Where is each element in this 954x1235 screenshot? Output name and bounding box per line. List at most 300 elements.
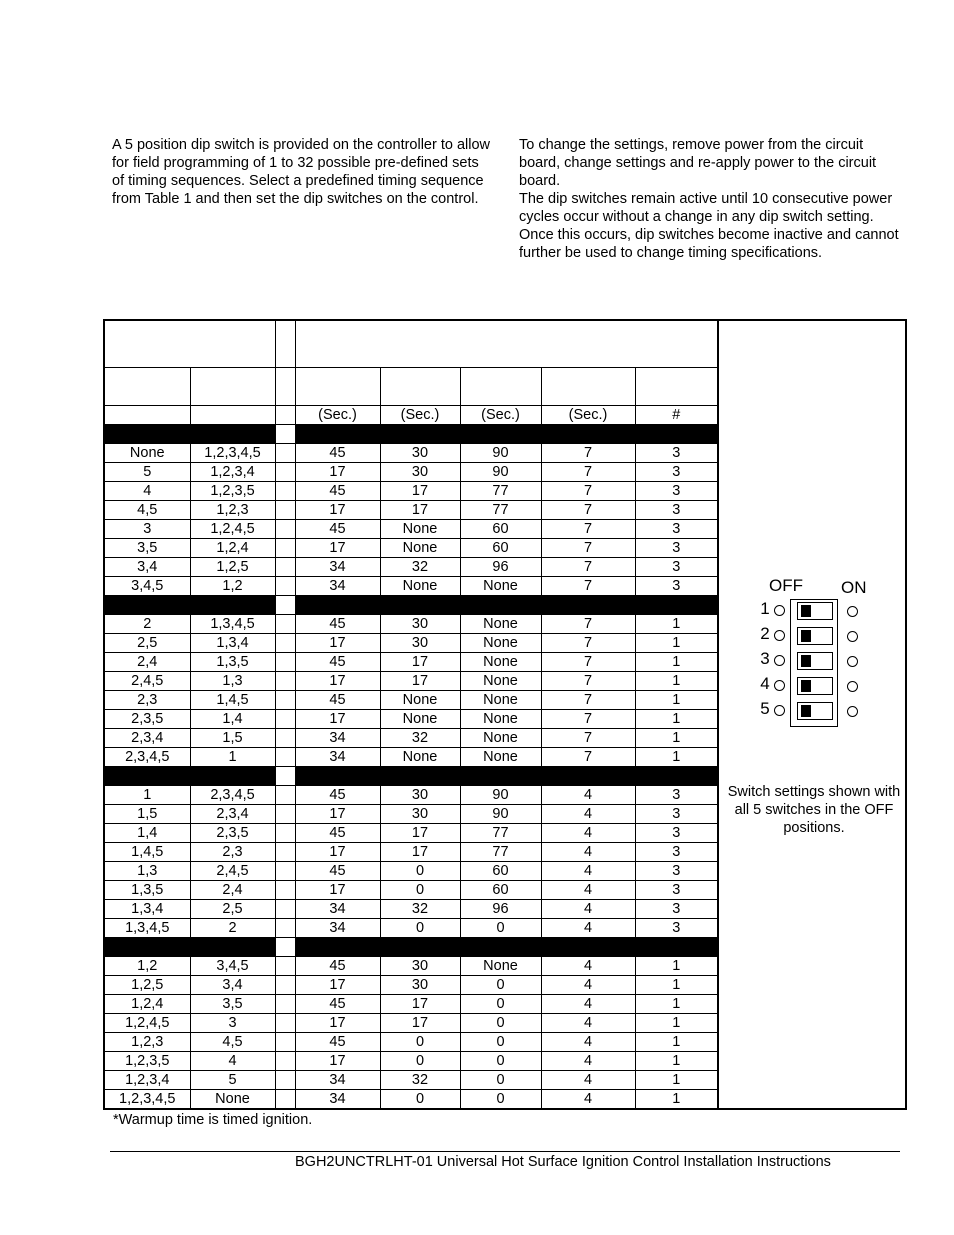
table-cell: 1,3,4,5 bbox=[190, 615, 275, 634]
row-spacer bbox=[275, 615, 295, 634]
table-cell: 2,4,5 bbox=[190, 862, 275, 881]
intro-right-text-2: The dip switches remain active until 10 consecutive power cycles occur without a change in any dip switch setting. Once this occurs, dip switches become inactive and cannot further be used to change timing specifications. bbox=[519, 191, 899, 261]
header-spacer bbox=[275, 320, 295, 368]
units-cell bbox=[190, 406, 275, 425]
table-cell: 7 bbox=[541, 577, 635, 596]
table-cell: 96 bbox=[460, 558, 541, 577]
table-cell: 34 bbox=[295, 1071, 380, 1090]
table-cell: 32 bbox=[380, 900, 460, 919]
section-bar-left bbox=[104, 425, 275, 444]
section-bar-right bbox=[295, 938, 718, 957]
header-cell-col-d bbox=[380, 368, 460, 406]
table-cell: None bbox=[460, 691, 541, 710]
table-cell: 1,2,4 bbox=[190, 539, 275, 558]
table-cell: 77 bbox=[460, 482, 541, 501]
intro-left-paragraph: A 5 position dip switch is provided on the controller to allow for field programming of 1 to 32 possible pre-defined sets of timing sequences. Select a predefined timing sequence from Table 1 and then set the dip switches on the control. bbox=[112, 137, 491, 207]
table-cell: 2,5 bbox=[190, 900, 275, 919]
table-cell: 3 bbox=[635, 786, 718, 805]
table-cell: 4,5 bbox=[190, 1033, 275, 1052]
table-cell: 3 bbox=[635, 824, 718, 843]
table-cell: 3 bbox=[635, 919, 718, 938]
table-cell: 0 bbox=[380, 881, 460, 900]
table-cell: 17 bbox=[380, 482, 460, 501]
dip-switch-slot bbox=[797, 627, 833, 645]
dip-switch-panel bbox=[718, 320, 906, 1109]
row-spacer bbox=[275, 501, 295, 520]
row-spacer bbox=[275, 881, 295, 900]
dip-switch-slot bbox=[797, 702, 833, 720]
table-cell: 17 bbox=[295, 805, 380, 824]
table-cell: 17 bbox=[295, 463, 380, 482]
row-spacer bbox=[275, 995, 295, 1014]
table-cell: 3 bbox=[635, 805, 718, 824]
row-spacer bbox=[275, 919, 295, 938]
row-spacer bbox=[275, 824, 295, 843]
table-cell: None bbox=[460, 729, 541, 748]
table-cell: 60 bbox=[460, 539, 541, 558]
table-cell: 1,2,3 bbox=[190, 501, 275, 520]
table-cell: None bbox=[460, 615, 541, 634]
header-row bbox=[104, 320, 906, 368]
table-cell: 1 bbox=[635, 957, 718, 976]
table-cell: 1,3,5 bbox=[104, 881, 190, 900]
table-cell: None bbox=[190, 1090, 275, 1110]
table-cell: 1,2,3,4,5 bbox=[190, 444, 275, 463]
table-cell: 34 bbox=[295, 577, 380, 596]
header-cell-col-c bbox=[295, 368, 380, 406]
table-cell: 1,5 bbox=[104, 805, 190, 824]
table-cell: 17 bbox=[380, 672, 460, 691]
row-spacer bbox=[275, 1014, 295, 1033]
table-cell: 2 bbox=[190, 919, 275, 938]
table-cell: 60 bbox=[460, 881, 541, 900]
table-cell: None bbox=[460, 577, 541, 596]
timing-table bbox=[103, 319, 907, 1110]
table-cell: 0 bbox=[380, 1052, 460, 1071]
row-spacer bbox=[275, 634, 295, 653]
table-cell: 34 bbox=[295, 748, 380, 767]
table-cell: 7 bbox=[541, 710, 635, 729]
table-cell: 45 bbox=[295, 653, 380, 672]
row-spacer bbox=[275, 1033, 295, 1052]
footnote: *Warmup time is timed ignition. bbox=[113, 1112, 313, 1128]
table-cell: 3,4,5 bbox=[104, 577, 190, 596]
table-cell: None bbox=[380, 577, 460, 596]
table-cell: 1,2,3,5 bbox=[104, 1052, 190, 1071]
table-cell: 3 bbox=[104, 520, 190, 539]
table-cell: 17 bbox=[380, 824, 460, 843]
table-cell: 1,4 bbox=[104, 824, 190, 843]
table-cell: 34 bbox=[295, 900, 380, 919]
on-circle-icon bbox=[847, 681, 858, 692]
row-spacer bbox=[275, 653, 295, 672]
units-cell: (Sec.) bbox=[460, 406, 541, 425]
table-cell: 4 bbox=[541, 1090, 635, 1110]
table-cell: 5 bbox=[104, 463, 190, 482]
table-cell: 1 bbox=[635, 1052, 718, 1071]
table-cell: 77 bbox=[460, 843, 541, 862]
table-cell: 1,3 bbox=[104, 862, 190, 881]
section-bar-gap bbox=[275, 767, 295, 786]
table-cell: 32 bbox=[380, 558, 460, 577]
header-cell-spacer bbox=[275, 368, 295, 406]
table-cell: 1,3,4 bbox=[104, 900, 190, 919]
section-bar-left bbox=[104, 767, 275, 786]
table-cell: 7 bbox=[541, 729, 635, 748]
table-cell: 0 bbox=[460, 1090, 541, 1110]
table-cell: 1 bbox=[635, 1090, 718, 1110]
table-cell: 34 bbox=[295, 1090, 380, 1110]
row-spacer bbox=[275, 710, 295, 729]
table-cell: 17 bbox=[295, 634, 380, 653]
table-cell: 32 bbox=[380, 1071, 460, 1090]
table-cell: 1 bbox=[190, 748, 275, 767]
table-cell: 2,3,4,5 bbox=[104, 748, 190, 767]
table-cell: 3 bbox=[635, 482, 718, 501]
table-cell: 3 bbox=[635, 463, 718, 482]
row-spacer bbox=[275, 444, 295, 463]
dip-switch-number: 1 bbox=[760, 599, 770, 618]
table-cell: 1 bbox=[635, 976, 718, 995]
table-cell: None bbox=[380, 710, 460, 729]
row-spacer bbox=[275, 672, 295, 691]
table-cell: 4 bbox=[541, 919, 635, 938]
table-cell: 4 bbox=[541, 805, 635, 824]
table-cell: 1,4,5 bbox=[104, 843, 190, 862]
table-cell: 7 bbox=[541, 520, 635, 539]
table-cell: 3 bbox=[635, 843, 718, 862]
table-cell: 2,3 bbox=[190, 843, 275, 862]
table-cell: 4 bbox=[541, 862, 635, 881]
table-cell: 4 bbox=[190, 1052, 275, 1071]
table-cell: 3 bbox=[635, 444, 718, 463]
row-spacer bbox=[275, 1090, 295, 1110]
row-spacer bbox=[275, 482, 295, 501]
section-bar-gap bbox=[275, 938, 295, 957]
table-cell: 1,2 bbox=[190, 577, 275, 596]
table-cell: 3 bbox=[635, 558, 718, 577]
table-cell: 7 bbox=[541, 634, 635, 653]
table-cell: 30 bbox=[380, 805, 460, 824]
dip-switch-row bbox=[755, 625, 905, 649]
table-cell: 1,4,5 bbox=[190, 691, 275, 710]
table-cell: 45 bbox=[295, 691, 380, 710]
on-circle-icon bbox=[847, 656, 858, 667]
table-cell: 1 bbox=[635, 729, 718, 748]
table-cell: 4 bbox=[104, 482, 190, 501]
table-cell: 2,3,5 bbox=[104, 710, 190, 729]
footer-text: BGH2UNCTRLHT-01 Universal Hot Surface Ignition Control Installation Instructions bbox=[295, 1154, 831, 1170]
dip-off-label: OFF bbox=[769, 576, 803, 595]
table-cell: 7 bbox=[541, 501, 635, 520]
table-cell: 4 bbox=[541, 957, 635, 976]
table-cell: 2,4,5 bbox=[104, 672, 190, 691]
on-circle-icon bbox=[847, 606, 858, 617]
table-cell: 3 bbox=[635, 862, 718, 881]
table-cell: 7 bbox=[541, 463, 635, 482]
off-circle-icon bbox=[774, 630, 785, 641]
table-cell: 1 bbox=[635, 653, 718, 672]
table-cell: None bbox=[460, 710, 541, 729]
table-cell: 1,2,3,4,5 bbox=[104, 1090, 190, 1110]
table-cell: 17 bbox=[295, 881, 380, 900]
table-cell: 3,4 bbox=[104, 558, 190, 577]
table-cell: 45 bbox=[295, 482, 380, 501]
table-cell: 0 bbox=[460, 1033, 541, 1052]
table-cell: 1 bbox=[635, 710, 718, 729]
table-cell: 1,2,3,4 bbox=[190, 463, 275, 482]
table-cell: 1,2,4,5 bbox=[104, 1014, 190, 1033]
table-cell: 0 bbox=[460, 1014, 541, 1033]
dip-switch-number: 5 bbox=[760, 699, 770, 718]
dip-switch-knob bbox=[801, 655, 811, 667]
table-cell: 3 bbox=[635, 577, 718, 596]
table-cell: 2,5 bbox=[104, 634, 190, 653]
row-spacer bbox=[275, 558, 295, 577]
table-cell: 4 bbox=[541, 976, 635, 995]
table-cell: 17 bbox=[295, 672, 380, 691]
dip-switch-knob bbox=[801, 630, 811, 642]
units-cell: # bbox=[635, 406, 718, 425]
table-cell: 45 bbox=[295, 520, 380, 539]
table-cell: 90 bbox=[460, 786, 541, 805]
section-bar-right bbox=[295, 767, 718, 786]
table-cell: None bbox=[460, 957, 541, 976]
table-cell: 90 bbox=[460, 463, 541, 482]
table-cell: 0 bbox=[460, 1071, 541, 1090]
table-cell: 1 bbox=[635, 1071, 718, 1090]
table-cell: 34 bbox=[295, 919, 380, 938]
section-bar-right bbox=[295, 425, 718, 444]
table-cell: 2,3,5 bbox=[190, 824, 275, 843]
section-bar-left bbox=[104, 596, 275, 615]
off-circle-icon bbox=[774, 605, 785, 616]
table-cell: 1 bbox=[635, 691, 718, 710]
table-cell: 17 bbox=[295, 1052, 380, 1071]
dip-switch-number: 3 bbox=[760, 649, 770, 668]
section-bar-gap bbox=[275, 425, 295, 444]
dip-switch-diagram bbox=[755, 577, 905, 737]
table-cell: None bbox=[460, 634, 541, 653]
table-cell: 0 bbox=[460, 995, 541, 1014]
table-cell: 90 bbox=[460, 805, 541, 824]
intro-right-text-1: To change the settings, remove power from the circuit board, change settings and re-apply power to the circuit board. bbox=[519, 137, 877, 189]
table-cell: 4 bbox=[541, 843, 635, 862]
row-spacer bbox=[275, 729, 295, 748]
table-cell: 17 bbox=[295, 710, 380, 729]
row-spacer bbox=[275, 1071, 295, 1090]
table-cell: 4 bbox=[541, 1014, 635, 1033]
table-cell: 7 bbox=[541, 653, 635, 672]
table-cell: 3 bbox=[635, 501, 718, 520]
header-cell-col-e bbox=[460, 368, 541, 406]
row-spacer bbox=[275, 805, 295, 824]
table-cell: 17 bbox=[295, 976, 380, 995]
table-cell: 1,3,5 bbox=[190, 653, 275, 672]
footer-rule bbox=[110, 1151, 900, 1152]
section-bar-right bbox=[295, 596, 718, 615]
table-cell: 90 bbox=[460, 444, 541, 463]
row-spacer bbox=[275, 748, 295, 767]
header-cell-col-a bbox=[104, 368, 190, 406]
table-cell: 45 bbox=[295, 824, 380, 843]
table-cell: 1,4 bbox=[190, 710, 275, 729]
table-cell: 7 bbox=[541, 748, 635, 767]
table-cell: 30 bbox=[380, 444, 460, 463]
table-cell: 1,2 bbox=[104, 957, 190, 976]
table-cell: 4 bbox=[541, 995, 635, 1014]
table-cell: 4 bbox=[541, 824, 635, 843]
table-cell: None bbox=[380, 520, 460, 539]
header-cell-col-b bbox=[190, 368, 275, 406]
table-cell: 17 bbox=[380, 1014, 460, 1033]
table-cell: 0 bbox=[380, 862, 460, 881]
table-cell: 60 bbox=[460, 520, 541, 539]
table-cell: 34 bbox=[295, 558, 380, 577]
on-circle-icon bbox=[847, 631, 858, 642]
dip-switch-knob bbox=[801, 605, 811, 617]
table-cell: 7 bbox=[541, 539, 635, 558]
dip-switch-row bbox=[755, 600, 905, 624]
units-spacer bbox=[275, 406, 295, 425]
header-cell-col-g bbox=[635, 368, 718, 406]
off-circle-icon bbox=[774, 655, 785, 666]
table-cell: 17 bbox=[295, 1014, 380, 1033]
table-cell: None bbox=[460, 653, 541, 672]
header-cell-col-f bbox=[541, 368, 635, 406]
table-cell: 7 bbox=[541, 615, 635, 634]
table-cell: 5 bbox=[190, 1071, 275, 1090]
dip-switch-row bbox=[755, 675, 905, 699]
table-cell: None bbox=[380, 748, 460, 767]
table-cell: 0 bbox=[460, 919, 541, 938]
table-cell: 45 bbox=[295, 444, 380, 463]
table-cell: 1,2,3,4 bbox=[104, 1071, 190, 1090]
table-cell: 3,4 bbox=[190, 976, 275, 995]
dip-switch-slot bbox=[797, 602, 833, 620]
section-bar-gap bbox=[275, 596, 295, 615]
table-cell: 0 bbox=[380, 919, 460, 938]
table-cell: 4 bbox=[541, 786, 635, 805]
table-cell: 4 bbox=[541, 1052, 635, 1071]
table-cell: 17 bbox=[295, 843, 380, 862]
table-cell: 0 bbox=[380, 1090, 460, 1110]
table-cell: 3 bbox=[635, 881, 718, 900]
table-cell: 1 bbox=[635, 748, 718, 767]
table-cell: 2,3,4 bbox=[190, 805, 275, 824]
table-cell: 30 bbox=[380, 786, 460, 805]
table-cell: 4 bbox=[541, 881, 635, 900]
row-spacer bbox=[275, 900, 295, 919]
table-cell: 7 bbox=[541, 558, 635, 577]
table-cell: 1,2,4,5 bbox=[190, 520, 275, 539]
section-bar-left bbox=[104, 938, 275, 957]
table-cell: 77 bbox=[460, 824, 541, 843]
row-spacer bbox=[275, 520, 295, 539]
off-circle-icon bbox=[774, 680, 785, 691]
on-circle-icon bbox=[847, 706, 858, 717]
table-cell: 77 bbox=[460, 501, 541, 520]
table-cell: 96 bbox=[460, 900, 541, 919]
row-spacer bbox=[275, 577, 295, 596]
table-cell: None bbox=[380, 691, 460, 710]
table-cell: 1,3,4 bbox=[190, 634, 275, 653]
row-spacer bbox=[275, 957, 295, 976]
table-cell: None bbox=[460, 748, 541, 767]
header-cell-switches bbox=[104, 320, 275, 368]
table-cell: 30 bbox=[380, 463, 460, 482]
table-cell: 1 bbox=[635, 1014, 718, 1033]
table-cell: 4 bbox=[541, 900, 635, 919]
table-cell: 1,2,3,5 bbox=[190, 482, 275, 501]
table-cell: 2 bbox=[104, 615, 190, 634]
dip-caption: Switch settings shown with all 5 switches in the OFF positions. bbox=[727, 784, 901, 836]
table-cell: 3 bbox=[635, 539, 718, 558]
dip-switch-knob bbox=[801, 705, 811, 717]
table-cell: 17 bbox=[380, 501, 460, 520]
table-cell: 30 bbox=[380, 634, 460, 653]
table-cell: 1 bbox=[104, 786, 190, 805]
table-cell: 7 bbox=[541, 672, 635, 691]
table-cell: 7 bbox=[541, 444, 635, 463]
dip-switch-knob bbox=[801, 680, 811, 692]
units-cell bbox=[104, 406, 190, 425]
dip-switch-number: 2 bbox=[760, 624, 770, 643]
table-cell: 0 bbox=[460, 1052, 541, 1071]
dip-switch-number: 4 bbox=[760, 674, 770, 693]
table-cell: 45 bbox=[295, 615, 380, 634]
row-spacer bbox=[275, 691, 295, 710]
table-cell: 1 bbox=[635, 634, 718, 653]
table-cell: 2,4 bbox=[190, 881, 275, 900]
table-cell: 3,4,5 bbox=[190, 957, 275, 976]
table-cell: 60 bbox=[460, 862, 541, 881]
table-cell: 2,4 bbox=[104, 653, 190, 672]
table-cell: None bbox=[380, 539, 460, 558]
table-cell: 2,3,4,5 bbox=[190, 786, 275, 805]
intro-right-paragraph bbox=[519, 136, 904, 262]
table-cell: 1 bbox=[635, 672, 718, 691]
table-cell: 17 bbox=[380, 995, 460, 1014]
header-cell-timing bbox=[295, 320, 718, 368]
table-cell: 32 bbox=[380, 729, 460, 748]
table-cell: 3 bbox=[635, 900, 718, 919]
row-spacer bbox=[275, 1052, 295, 1071]
table-cell: 4 bbox=[541, 1071, 635, 1090]
table-cell: 4 bbox=[541, 1033, 635, 1052]
off-circle-icon bbox=[774, 705, 785, 716]
table-cell: 1,2,5 bbox=[190, 558, 275, 577]
table-cell: 1 bbox=[635, 615, 718, 634]
table-cell: 45 bbox=[295, 786, 380, 805]
table-cell: 17 bbox=[295, 539, 380, 558]
table-cell: 30 bbox=[380, 976, 460, 995]
table-cell: None bbox=[460, 672, 541, 691]
table-cell: 45 bbox=[295, 995, 380, 1014]
table-cell: 1 bbox=[635, 1033, 718, 1052]
units-cell: (Sec.) bbox=[295, 406, 380, 425]
table-cell: 4,5 bbox=[104, 501, 190, 520]
dip-switch-row bbox=[755, 700, 905, 724]
table-cell: 1,2,3 bbox=[104, 1033, 190, 1052]
table-cell: 17 bbox=[380, 843, 460, 862]
table-cell: 2,3,4 bbox=[104, 729, 190, 748]
table-cell: 3 bbox=[190, 1014, 275, 1033]
table-cell: 45 bbox=[295, 1033, 380, 1052]
table-cell: 7 bbox=[541, 482, 635, 501]
table-cell: 1,3 bbox=[190, 672, 275, 691]
table-cell: 1,2,4 bbox=[104, 995, 190, 1014]
